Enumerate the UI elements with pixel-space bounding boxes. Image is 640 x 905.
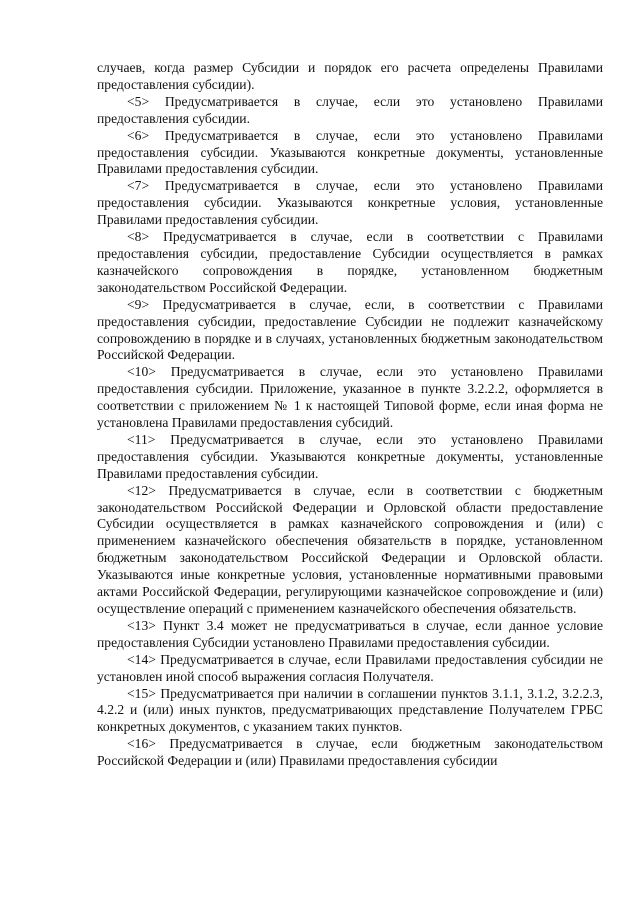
footnote-11: <11> Предусматривается в случае, если это установлено Правилами предоставления субсидии. Указываются конкретные документы, установленные Правилами предоставления субсидии.	[97, 431, 603, 481]
footnote-13: <13> Пункт 3.4 может не предусматриваться в случае, если данное условие предоставления Субсидии установлено Правилами предоставления субсидии.	[97, 617, 603, 650]
footnote-14: <14> Предусматривается в случае, если Правилами предоставления субсидии не установлен иной способ выражения согласия Получателя.	[97, 651, 603, 684]
footnote-8: <8> Предусматривается в случае, если в соответствии с Правилами предоставления субсидии, предоставление Субсидии осуществляется в рамках казначейского сопровождения в порядке, установленном бюджетным законодательством Российской Федерации.	[97, 229, 603, 295]
footnote-6: <6> Предусматривается в случае, если это установлено Правилами предоставления субсидии. Указываются конкретные документы, установленные Правилами предоставления субсидии.	[97, 127, 603, 177]
document-body	[97, 60, 603, 770]
footnote-12: <12> Предусматривается в случае, если в соответствии с бюджетным законодательством Российской Федерации и Орловской области предоставление Субсидии осуществляется в рамках казначейского сопровождения и (или) с применением казначейского обеспечения обязательств в порядке, установленном бюджетным законодательством Российской Федерации и Орловской области. Указываются иные конкретные условия, установленные нормативными правовыми актами Российской Федерации, регулирующими казначейское сопровождение и (или) осуществление операций с применением казначейского обеспечения обязательств.	[97, 482, 603, 616]
footnote-5: <5> Предусматривается в случае, если это установлено Правилами предоставления субсидии.	[97, 93, 603, 126]
paragraph-continuation: случаев, когда размер Субсидии и порядок его расчета определены Правилами предоставления субсидии).	[97, 60, 603, 92]
footnote-7: <7> Предусматривается в случае, если это установлено Правилами предоставления субсидии. Указываются конкретные условия, установленные Правилами предоставления субсидии.	[97, 178, 603, 228]
footnote-10: <10> Предусматривается в случае, если это установлено Правилами предоставления субсидии. Приложение, указанное в пункте 3.2.2.2, оформляется в соответствии с приложением № 1 к настоящей Типовой форме, если иная форма не установлена Правилами предоставления субсидий.	[97, 364, 603, 431]
footnote-15: <15> Предусматривается при наличии в соглашении пунктов 3.1.1, 3.1.2, 3.2.2.3, 4.2.2 и (или) иных пунктов, предусматривающих представление Получателем ГРБС конкретных документов, с указанием таких пунктов.	[97, 685, 603, 735]
footnote-9: <9> Предусматривается в случае, если, в соответствии с Правилами предоставления субсидии, предоставление Субсидии не подлежит казначейскому сопровождению в порядке и в случаях, установленных бюджетным законодательством Российской Федерации.	[97, 296, 603, 363]
footnote-16: <16> Предусматривается в случае, если бюджетным законодательством Российской Федерации и (или) Правилами предоставления субсидии	[97, 736, 603, 769]
